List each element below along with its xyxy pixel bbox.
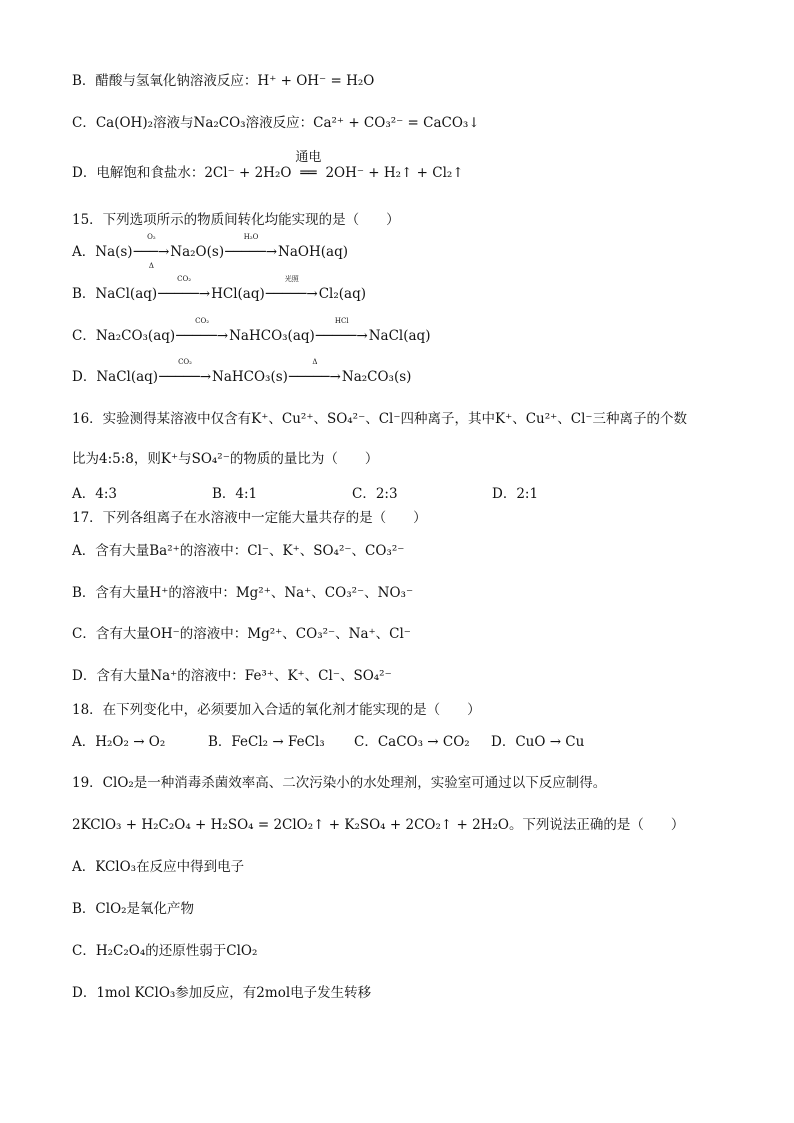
q14c-label: C． (72, 115, 96, 131)
arrow-condition: HCl (334, 317, 349, 325)
q14-option-b (72, 71, 374, 91)
q15c-s1: Na₂CO₃(aq) (95, 328, 176, 344)
q16-options (72, 484, 538, 504)
q14-option-d (72, 150, 464, 183)
q19-stem-line-2 (72, 815, 684, 835)
q15-option-d (72, 358, 412, 387)
q15b-s1: NaCl(aq) (95, 286, 158, 302)
q14c-equation: Ca²⁺ + CO₃²⁻ = CaCO₃↓ (313, 115, 480, 131)
q14-option-c (72, 113, 480, 133)
q18-option-c: C．CaCO₃ → CO₂ (354, 734, 470, 750)
arrow-condition: H₂O (243, 233, 259, 241)
q16-option-c: C．2:3 (352, 486, 398, 502)
q19-tail: 。下列说法正确的是（ ） (508, 817, 685, 833)
q14c-text-2: 溶液反应： (245, 115, 314, 131)
arrow-condition: CO₂ (178, 358, 192, 366)
q15d-s2: NaHCO₃(s) (212, 369, 288, 385)
q18-options (72, 732, 584, 752)
q16-option-a: A．4:3 (72, 486, 117, 502)
q19-option-d: D．1mol KClO₃参加反应，有2mol电子发生转移 (72, 985, 372, 1001)
arrow-condition: O₂ (147, 233, 156, 241)
q15-stem: 15．下列选项所示的物质间转化均能实现的是（ ） (72, 212, 400, 228)
q16-option-b: B．4:1 (212, 486, 258, 502)
arrow-condition: CO₂ (177, 275, 192, 283)
q19-stem-line-1: 19．ClO₂是一种消毒杀菌效率高、二次污染小的水处理剂，实验室可通过以下反应制得。 (72, 775, 607, 791)
arrow-condition: Δ (312, 358, 318, 366)
q17-option-d: D．含有大量Na⁺的溶液中：Fe³⁺、K⁺、Cl⁻、SO₄²⁻ (72, 668, 392, 684)
q17-stem: 17．下列各组离子在水溶液中一定能大量共存的是（ ） (72, 510, 427, 526)
q14b-equation: H⁺ + OH⁻ = H₂O (257, 73, 375, 89)
q17-option-c: C．含有大量OH⁻的溶液中：Mg²⁺、CO₃²⁻、Na⁺、Cl⁻ (72, 626, 411, 642)
q14d-right: 2OH⁻ + H₂↑ + Cl₂↑ (325, 165, 464, 181)
arrow: CO₂ ─────→ (159, 358, 212, 385)
q14b-label: B．醋酸与氢氧化钠溶液反应： (72, 73, 258, 89)
q19-option-a: A．KClO₃在反应中得到电子 (72, 859, 245, 875)
arrow-condition: 光照 (284, 275, 299, 283)
q15b-s2: HCl(aq) (211, 286, 265, 302)
q18-stem: 18．在下列变化中，必须要加入合适的氧化剂才能实现的是（ ） (72, 702, 481, 718)
arrow-condition: CO₂ (195, 317, 210, 325)
q18-option-a: A．H₂O₂ → O₂ (72, 734, 166, 750)
arrow-condition: Δ (148, 262, 154, 270)
q16-option-d: D．2:1 (492, 486, 539, 502)
q15d-s1: NaCl(aq) (96, 369, 159, 385)
q15-option-a (72, 233, 348, 270)
q15-option-c (72, 317, 431, 346)
q19-option-c: C．H₂C₂O₄的还原性弱于ClO₂ (72, 943, 258, 959)
q15c-s3: NaCl(aq) (368, 328, 431, 344)
q18-option-d: D．CuO → Cu (491, 734, 585, 750)
q14c-formula-1: Ca(OH)₂ (95, 115, 154, 131)
q15b-s3: Cl₂(aq) (318, 286, 367, 302)
q15a-s3: NaOH(aq) (278, 244, 348, 260)
arrow: 光照 ─────→ (265, 275, 318, 302)
q15c-label: C． (72, 328, 96, 344)
q15d-s3: Na₂CO₃(s) (341, 369, 412, 385)
arrow: Δ ─────→ (288, 358, 341, 385)
q17-option-a: A．含有大量Ba²⁺的溶液中：Cl⁻、K⁺、SO₄²⁻、CO₃²⁻ (72, 543, 405, 559)
q14c-text-1: 溶液与 (153, 115, 194, 131)
arrow: CO₂ ─────→ (158, 275, 211, 302)
arrow: H₂O ─────→ (225, 233, 278, 260)
q16-stem-line-2: 比为4:5:8，则K⁺与SO₄²⁻的物质的量比为（ ） (72, 451, 379, 467)
q15d-label: D． (72, 369, 97, 385)
q18-option-b: B．FeCl₂ → FeCl₃ (208, 734, 325, 750)
q15b-label: B． (72, 286, 96, 302)
q19-equation: 2KClO₃ + H₂C₂O₄ + H₂SO₄ = 2ClO₂↑ + K₂SO₄ + 2CO₂↑ + 2H₂O (72, 817, 509, 833)
q15a-label: A． (72, 244, 96, 260)
q19-option-b: B．ClO₂是氧化产物 (72, 901, 195, 917)
q16-stem-line-1: 16．实验测得某溶液中仅含有K⁺、Cu²⁺、SO₄²⁻、Cl⁻四种离子，其中K⁺、Cu²⁺、Cl⁻三种离子的个数 (72, 411, 688, 427)
arrow: O₂ Δ ───→ (133, 233, 170, 270)
arrow: CO₂ ─────→ (176, 317, 229, 344)
q15-option-b (72, 275, 367, 304)
q15a-s1: Na(s) (95, 244, 133, 260)
q14c-formula-2: Na₂CO₃ (193, 115, 246, 131)
q14d-left: 2Cl⁻ + 2H₂O (204, 165, 292, 181)
electrolysis-sign: 通电 ══ (291, 163, 325, 183)
arrow: HCl ─────→ (315, 317, 368, 344)
q17-option-b: B．含有大量H⁺的溶液中：Mg²⁺、Na⁺、CO₃²⁻、NO₃⁻ (72, 585, 414, 601)
q15c-s2: NaHCO₃(aq) (229, 328, 315, 344)
q15a-s2: Na₂O(s) (170, 244, 225, 260)
q14d-label: D．电解饱和食盐水： (72, 165, 205, 181)
electrolysis-condition: 通电 (295, 150, 322, 165)
